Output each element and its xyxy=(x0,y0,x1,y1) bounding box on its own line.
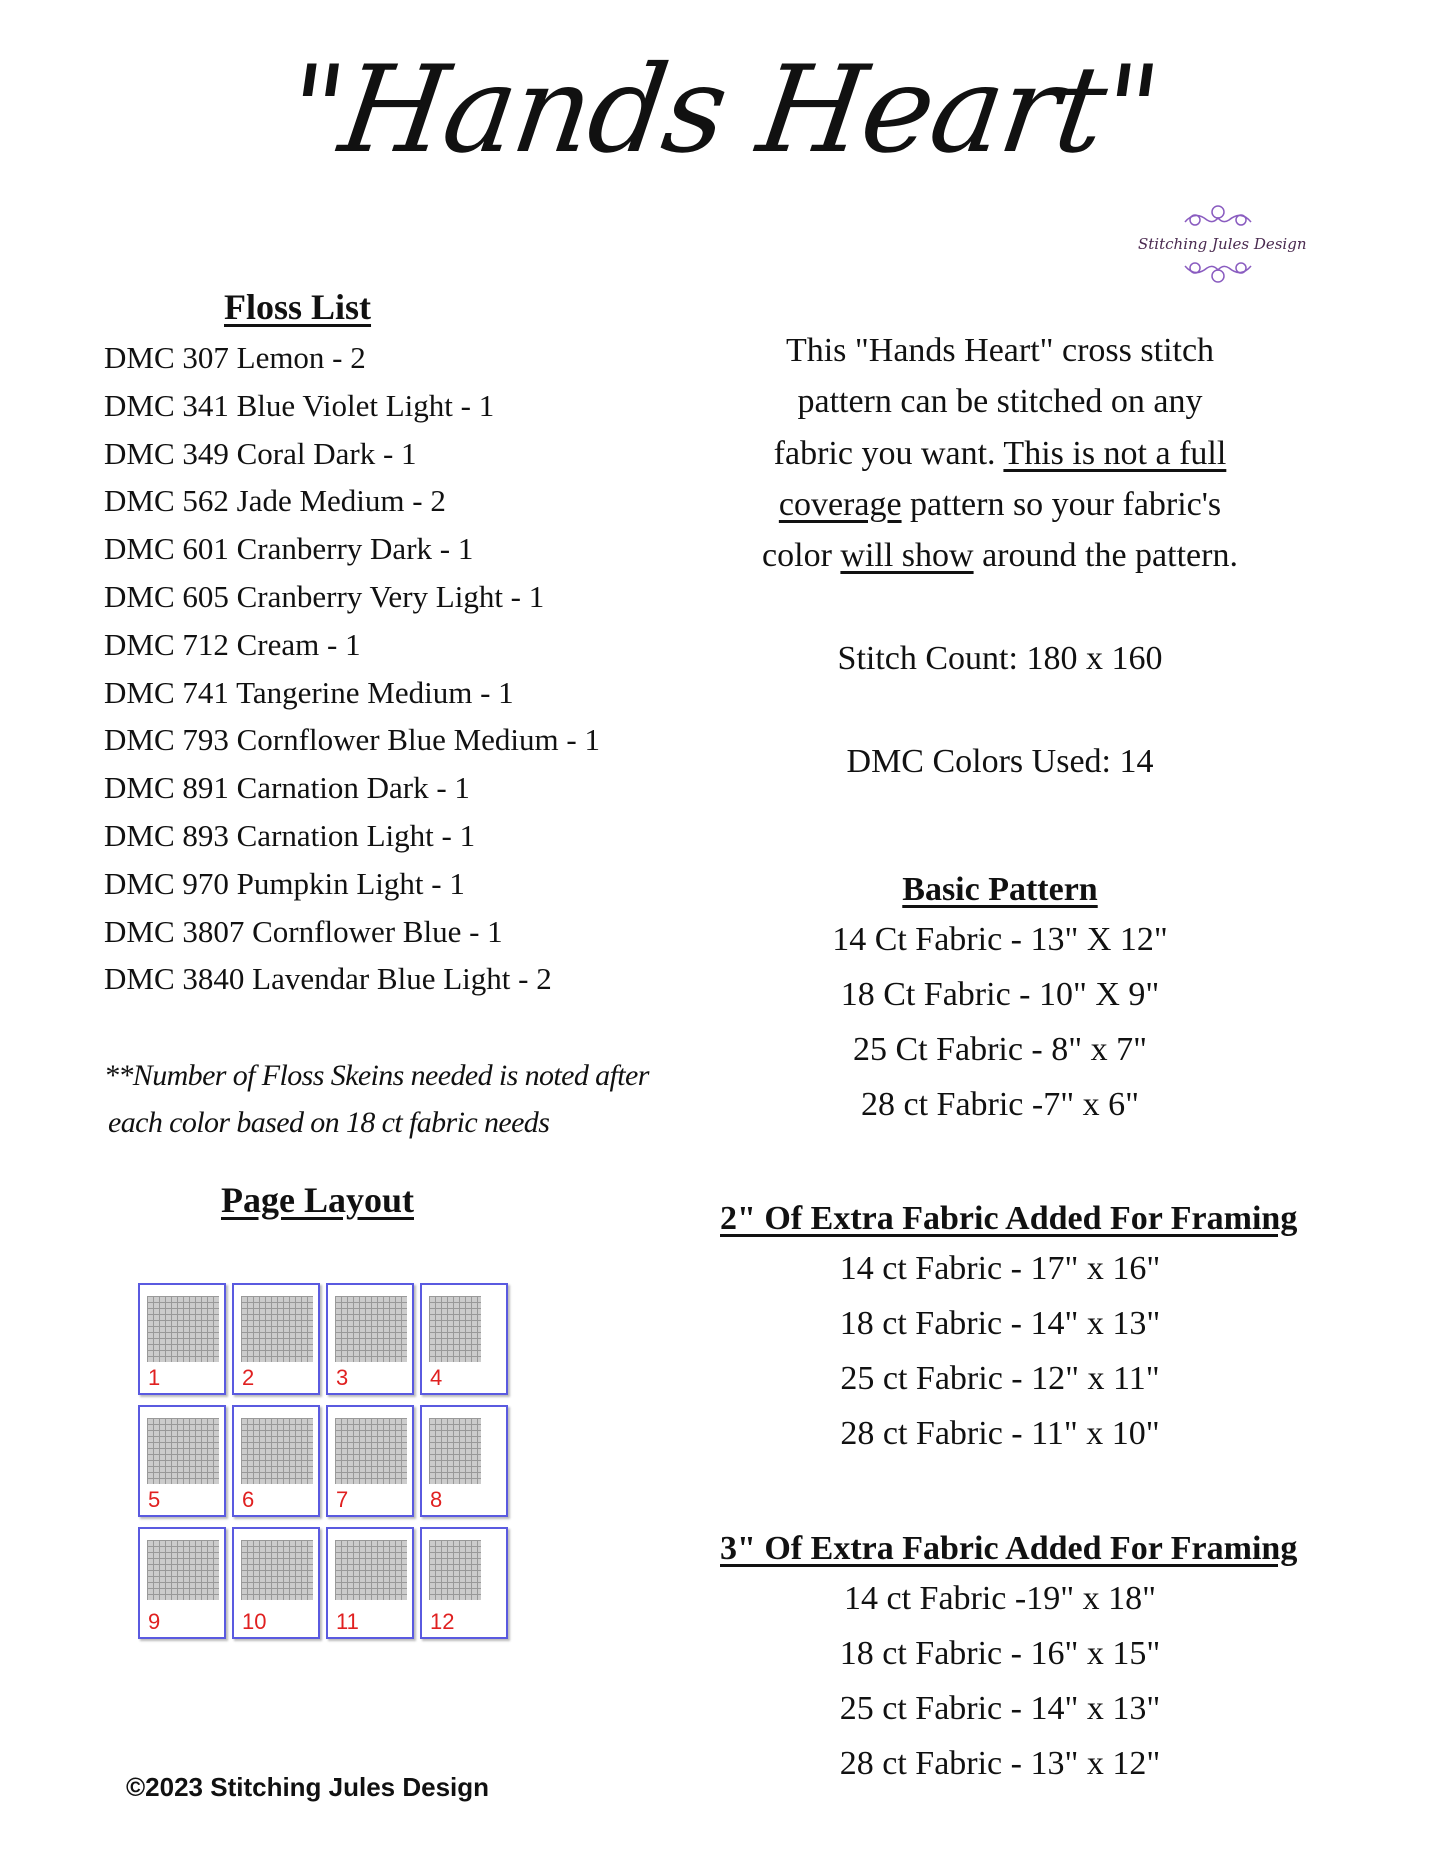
note-line: each color based on 18 ct fabric needs xyxy=(108,1106,550,1139)
size-item: 28 ct Fabric -7" x 6" xyxy=(861,1086,1139,1123)
extra-2in-section xyxy=(720,1197,1298,1461)
floss-note xyxy=(104,1052,684,1146)
floss-item: DMC 741 Tangerine Medium - 1 xyxy=(104,674,514,710)
floss-item: DMC 601 Cranberry Dark - 1 xyxy=(104,531,474,567)
page-thumbnail: 12 xyxy=(420,1527,508,1639)
floss-item: DMC 891 Carnation Dark - 1 xyxy=(104,770,470,806)
size-item: 18 ct Fabric - 16" x 15" xyxy=(839,1635,1161,1672)
size-item: 18 ct Fabric - 14" x 13" xyxy=(839,1305,1161,1342)
page-thumbnail: 11 xyxy=(326,1527,414,1639)
floss-item: DMC 893 Carnation Light - 1 xyxy=(104,817,476,853)
description-line: fabric you want. This is not a full xyxy=(773,434,1227,472)
swirl-ornament-icon xyxy=(1183,202,1253,228)
floss-item: DMC 3840 Lavendar Blue Light - 2 xyxy=(104,961,552,997)
brand-logo xyxy=(1138,198,1307,294)
page-thumbnail: 7 xyxy=(326,1405,414,1517)
page-layout-heading: Page Layout xyxy=(221,1180,414,1220)
page-thumbnail: 4 xyxy=(420,1283,508,1395)
page-thumbnail: 10 xyxy=(232,1527,320,1639)
basic-pattern-heading: Basic Pattern xyxy=(902,871,1098,908)
page-thumbnail: 8 xyxy=(420,1405,508,1517)
note-line: **Number of Floss Skeins needed is noted after xyxy=(104,1059,649,1092)
page-thumbnail: 6 xyxy=(232,1405,320,1517)
floss-item: DMC 712 Cream - 1 xyxy=(104,626,361,662)
logo-text: Stitching Jules Design xyxy=(1138,235,1307,253)
size-item: 28 ct Fabric - 13" x 12" xyxy=(839,1745,1161,1782)
extra-3in-heading: 3" Of Extra Fabric Added For Framing xyxy=(720,1530,1298,1567)
description-line: This "Hands Heart" cross stitch xyxy=(785,332,1215,369)
size-item: 25 Ct Fabric - 8" x 7" xyxy=(852,1031,1148,1068)
basic-pattern-section xyxy=(720,868,1280,1132)
floss-list xyxy=(104,334,600,1003)
page-thumbnail: 2 xyxy=(232,1283,320,1395)
description-line: coverage pattern so your fabric's xyxy=(778,485,1222,523)
swirl-ornament-icon xyxy=(1183,260,1253,286)
size-item: 18 Ct Fabric - 10" X 9" xyxy=(840,976,1160,1013)
floss-item: DMC 605 Cranberry Very Light - 1 xyxy=(104,578,545,614)
floss-item: DMC 970 Pumpkin Light - 1 xyxy=(104,865,465,901)
description xyxy=(720,325,1280,581)
page-thumbnail: 3 xyxy=(326,1283,414,1395)
floss-item: DMC 3807 Cornflower Blue - 1 xyxy=(104,913,503,949)
pattern-title: "Hands Heart" xyxy=(279,41,1166,180)
extra-2in-heading: 2" Of Extra Fabric Added For Framing xyxy=(720,1200,1298,1237)
page-thumbnail: 5 xyxy=(138,1405,226,1517)
floss-item: DMC 341 Blue Violet Light - 1 xyxy=(104,387,495,423)
size-item: 25 ct Fabric - 12" x 11" xyxy=(840,1360,1160,1397)
page-thumbnail: 9 xyxy=(138,1527,226,1639)
description-line: color will show around the pattern. xyxy=(762,537,1238,575)
page-thumbnail: 1 xyxy=(138,1283,226,1395)
colors-used: DMC Colors Used: 14 xyxy=(846,743,1154,780)
floss-item: DMC 793 Cornflower Blue Medium - 1 xyxy=(104,722,600,758)
floss-item: DMC 562 Jade Medium - 2 xyxy=(104,483,446,519)
floss-item: DMC 349 Coral Dark - 1 xyxy=(104,435,417,471)
floss-item: DMC 307 Lemon - 2 xyxy=(104,340,366,375)
size-item: 28 ct Fabric - 11" x 10" xyxy=(840,1415,1160,1452)
stitch-count: Stitch Count: 180 x 160 xyxy=(837,640,1163,677)
floss-list-heading: Floss List xyxy=(224,287,372,327)
description-line: pattern can be stitched on any xyxy=(797,383,1203,421)
size-item: 14 ct Fabric - 17" x 16" xyxy=(839,1250,1161,1287)
size-item: 14 ct Fabric -19" x 18" xyxy=(844,1580,1156,1617)
size-item: 14 Ct Fabric - 13" X 12" xyxy=(832,921,1168,958)
size-item: 25 ct Fabric - 14" x 13" xyxy=(839,1690,1161,1727)
extra-3in-section xyxy=(720,1527,1298,1791)
copyright: ©2023 Stitching Jules Design xyxy=(126,1772,490,1802)
